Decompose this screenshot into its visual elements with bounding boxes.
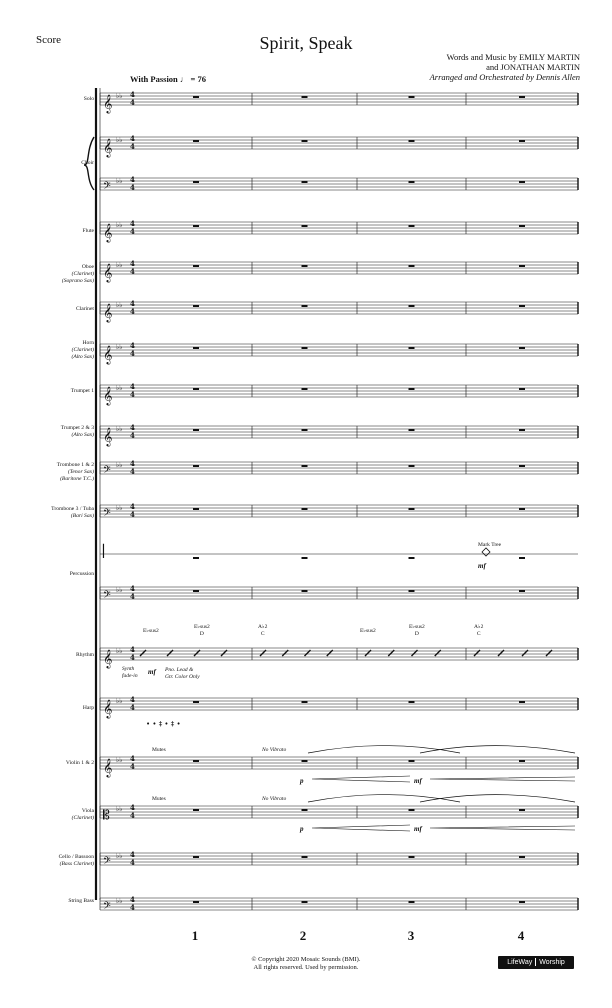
whole-rest xyxy=(519,809,525,811)
instrument-choir: Choir xyxy=(81,160,94,166)
whole-rest xyxy=(302,465,308,467)
clef-glyph: 𝄢 xyxy=(103,589,111,603)
whole-rest xyxy=(302,225,308,227)
whole-rest xyxy=(193,347,199,349)
dynamic-mf: mf xyxy=(478,562,486,570)
clef-glyph: 𝄞 xyxy=(103,345,113,364)
whole-rest xyxy=(302,181,308,183)
slur xyxy=(308,746,460,754)
measure-number: 2 xyxy=(299,928,307,943)
chord-symbol: E♭sus2 xyxy=(360,628,376,634)
whole-rest xyxy=(409,465,415,467)
key-signature: ♭♭ xyxy=(116,852,123,860)
logo-right-text: Worship xyxy=(539,959,565,966)
whole-rest xyxy=(193,140,199,142)
whole-rest xyxy=(519,557,525,559)
whole-rest xyxy=(193,429,199,431)
crescendo xyxy=(430,826,575,830)
key-signature: ♭♭ xyxy=(116,805,123,813)
instrument-trombone-1-2: Trombone 1 & 2 (Tenor Sax) (Baritone T.C.) xyxy=(56,462,94,482)
whole-rest xyxy=(193,225,199,227)
time-signature: 4 xyxy=(130,227,135,236)
whole-rest xyxy=(193,901,199,903)
score-label: Score xyxy=(36,34,62,46)
time-signature: 4 xyxy=(130,459,135,468)
clef-glyph: 𝄞 xyxy=(103,223,113,242)
time-signature: 4 xyxy=(130,349,135,358)
harp-marks: • • ‡ • ‡ • xyxy=(146,720,181,728)
whole-rest xyxy=(193,809,199,811)
time-signature: 4 xyxy=(130,382,135,391)
whole-rest xyxy=(409,388,415,390)
copyright-text: © Copyright 2020 Mosaic Sounds (BMI). xyxy=(251,956,361,963)
whole-rest xyxy=(409,901,415,903)
instrument-trumpet-1: Trumpet 1 xyxy=(70,388,94,394)
key-signature: ♭♭ xyxy=(116,461,123,469)
slur xyxy=(420,746,575,754)
whole-rest xyxy=(519,388,525,390)
clef-glyph: ▏ xyxy=(103,544,113,558)
whole-rest xyxy=(519,96,525,98)
clef-glyph: 𝄢 xyxy=(103,900,111,914)
logo-left-text: LifeWay xyxy=(507,959,533,966)
time-signature: 4 xyxy=(130,762,135,771)
instrument-rhythm: Rhythm xyxy=(75,652,94,658)
key-signature: ♭♭ xyxy=(116,343,123,351)
publisher-logo xyxy=(498,956,574,969)
time-signature: 4 xyxy=(130,390,135,399)
slur xyxy=(308,795,460,803)
clef-glyph: 𝄞 xyxy=(103,303,113,322)
time-signature: 4 xyxy=(130,90,135,99)
time-signature: 4 xyxy=(130,341,135,350)
whole-rest xyxy=(193,388,199,390)
time-signature: 4 xyxy=(130,267,135,276)
slur xyxy=(420,795,575,803)
time-signature: 4 xyxy=(130,307,135,316)
time-signature: 4 xyxy=(130,134,135,143)
whole-rest xyxy=(302,590,308,592)
crescendo xyxy=(312,825,410,831)
key-signature: ♭♭ xyxy=(116,504,123,512)
instrument-horn: Horn (Clarinet) (Alto Sax) xyxy=(71,340,94,360)
whole-rest xyxy=(409,305,415,307)
whole-rest xyxy=(519,508,525,510)
chord-symbol: A♭2 C xyxy=(258,624,268,637)
whole-rest xyxy=(193,305,199,307)
no-vibrato-label: No Vibrato xyxy=(262,796,287,802)
whole-rest xyxy=(519,265,525,267)
instrument-viola: Viola (Clarinet) xyxy=(71,808,94,821)
instrument-harp: Harp xyxy=(82,705,94,711)
measure-number: 4 xyxy=(517,928,525,943)
key-signature: ♭♭ xyxy=(116,221,123,229)
chord-symbol: E♭sus2 D xyxy=(194,624,210,637)
whole-rest xyxy=(302,429,308,431)
instrument-violin: Violin 1 & 2 xyxy=(65,760,94,766)
dynamic-mf: mf xyxy=(414,777,422,785)
whole-rest xyxy=(193,265,199,267)
instrument-solo: Solo xyxy=(83,96,94,102)
time-signature: 4 xyxy=(130,653,135,662)
mark-tree-label: Mark Tree xyxy=(478,542,502,548)
key-signature: ♭♭ xyxy=(116,92,123,100)
whole-rest xyxy=(302,760,308,762)
whole-rest xyxy=(409,225,415,227)
dynamic-mf: mf xyxy=(148,668,156,676)
clef-glyph: 𝄞 xyxy=(103,263,113,282)
whole-rest xyxy=(409,429,415,431)
whole-rest xyxy=(302,388,308,390)
page-title: Spirit, Speak xyxy=(259,33,353,53)
measure-number: 1 xyxy=(191,928,199,943)
whole-rest xyxy=(193,96,199,98)
whole-rest xyxy=(409,701,415,703)
whole-rest xyxy=(519,305,525,307)
whole-rest xyxy=(193,590,199,592)
whole-rest xyxy=(409,590,415,592)
crescendo xyxy=(430,777,575,781)
chord-symbol: E♭sus2 xyxy=(143,628,159,634)
instrument-string-bass: String Bass xyxy=(68,898,94,904)
whole-rest xyxy=(519,429,525,431)
whole-rest xyxy=(519,347,525,349)
whole-rest xyxy=(302,901,308,903)
time-signature: 4 xyxy=(130,754,135,763)
time-signature: 4 xyxy=(130,858,135,867)
time-signature: 4 xyxy=(130,903,135,912)
whole-rest xyxy=(519,901,525,903)
whole-rest xyxy=(302,347,308,349)
time-signature: 4 xyxy=(130,299,135,308)
time-signature: 4 xyxy=(130,584,135,593)
key-signature: ♭♭ xyxy=(116,261,123,269)
mark-tree-note xyxy=(482,548,490,556)
instrument-trombone-3-tuba: Trombone 3 / Tuba (Bari Sax) xyxy=(51,506,94,519)
clef-glyph: 𝄢 xyxy=(103,855,111,869)
dynamic-mf: mf xyxy=(414,825,422,833)
time-signature: 4 xyxy=(130,645,135,654)
time-signature: 4 xyxy=(130,502,135,511)
words-music-credit: Words and Music by EMILY MARTIN xyxy=(446,52,580,62)
key-signature: ♭♭ xyxy=(116,647,123,655)
whole-rest xyxy=(193,760,199,762)
clef-glyph: 𝄞 xyxy=(103,386,113,405)
clef-glyph: 𝄢 xyxy=(103,464,111,478)
clef-glyph: 𝄞 xyxy=(103,427,113,446)
time-signature: 4 xyxy=(130,592,135,601)
key-signature: ♭♭ xyxy=(116,177,123,185)
time-signature: 4 xyxy=(130,431,135,440)
time-signature: 4 xyxy=(130,850,135,859)
rhythm-note: Pno. Lead & Gtr. Color Only xyxy=(165,667,200,680)
dynamic-p: p xyxy=(300,777,304,785)
instrument-oboe: Oboe (Clarinet) (Soprano Sax) xyxy=(61,264,94,284)
whole-rest xyxy=(302,96,308,98)
whole-rest xyxy=(302,265,308,267)
instrument-cello: Cello / Bassoon (Bass Clarinet) xyxy=(58,854,94,867)
arranger-credit: Arranged and Orchestrated by Dennis Allen xyxy=(429,72,580,82)
whole-rest xyxy=(409,508,415,510)
whole-rest xyxy=(409,140,415,142)
clef-glyph: 𝄡 xyxy=(103,808,110,822)
whole-rest xyxy=(302,557,308,559)
time-signature: 4 xyxy=(130,142,135,151)
clef-glyph: 𝄢 xyxy=(103,507,111,521)
whole-rest xyxy=(302,140,308,142)
clef-glyph: 𝄢 xyxy=(103,180,111,194)
time-signature: 4 xyxy=(130,510,135,519)
key-signature: ♭♭ xyxy=(116,301,123,309)
crescendo xyxy=(312,776,410,782)
instrument-flute: Flute xyxy=(82,228,94,234)
whole-rest xyxy=(193,557,199,559)
whole-rest xyxy=(193,465,199,467)
dynamic-p: p xyxy=(300,825,304,833)
time-signature: 4 xyxy=(130,423,135,432)
key-signature: ♭♭ xyxy=(116,425,123,433)
whole-rest xyxy=(409,856,415,858)
whole-rest xyxy=(302,305,308,307)
whole-rest xyxy=(409,557,415,559)
whole-rest xyxy=(519,181,525,183)
whole-rest xyxy=(519,140,525,142)
whole-rest xyxy=(409,347,415,349)
instrument-clarinet: Clarinet xyxy=(75,306,94,312)
clef-glyph: 𝄞 xyxy=(103,138,113,157)
whole-rest xyxy=(409,96,415,98)
key-signature: ♭♭ xyxy=(116,756,123,764)
instrument-trumpet-2-3: Trumpet 2 & 3 (Alto Sax) xyxy=(60,425,94,438)
chord-symbol: E♭sus2 D xyxy=(409,624,425,637)
key-signature: ♭♭ xyxy=(116,586,123,594)
rights-text: All rights reserved. Used by permission. xyxy=(253,964,359,971)
time-signature: 4 xyxy=(130,703,135,712)
time-signature: 4 xyxy=(130,803,135,812)
key-signature: ♭♭ xyxy=(116,384,123,392)
clef-glyph: 𝄞 xyxy=(103,94,113,113)
clef-glyph: 𝄞 xyxy=(103,699,113,718)
whole-rest xyxy=(519,590,525,592)
whole-rest xyxy=(519,225,525,227)
whole-rest xyxy=(519,856,525,858)
time-signature: 4 xyxy=(130,183,135,192)
whole-rest xyxy=(409,809,415,811)
key-signature: ♭♭ xyxy=(116,136,123,144)
whole-rest xyxy=(519,760,525,762)
whole-rest xyxy=(302,809,308,811)
whole-rest xyxy=(193,181,199,183)
whole-rest xyxy=(193,508,199,510)
whole-rest xyxy=(519,701,525,703)
whole-rest xyxy=(519,465,525,467)
instrument-percussion: Percussion xyxy=(69,571,94,577)
whole-rest xyxy=(409,760,415,762)
whole-rest xyxy=(193,856,199,858)
synth-fade-in: Synth fade-in xyxy=(122,666,138,679)
clef-glyph: 𝄞 xyxy=(103,649,113,668)
time-signature: 4 xyxy=(130,175,135,184)
chord-symbol: A♭2 C xyxy=(474,624,484,637)
time-signature: 4 xyxy=(130,895,135,904)
whole-rest xyxy=(302,508,308,510)
whole-rest xyxy=(302,701,308,703)
time-signature: 4 xyxy=(130,259,135,268)
tempo-marking: With Passion ♩ = 76 xyxy=(130,74,207,84)
whole-rest xyxy=(302,856,308,858)
time-signature: 4 xyxy=(130,467,135,476)
mutes-label: Mutes xyxy=(152,747,166,753)
whole-rest xyxy=(409,265,415,267)
whole-rest xyxy=(193,701,199,703)
time-signature: 4 xyxy=(130,811,135,820)
key-signature: ♭♭ xyxy=(116,697,123,705)
whole-rest xyxy=(409,181,415,183)
no-vibrato-label: No Vibrato xyxy=(262,747,287,753)
measure-number: 3 xyxy=(407,928,415,943)
time-signature: 4 xyxy=(130,219,135,228)
clef-glyph: 𝄞 xyxy=(103,758,113,777)
second-composer-credit: and JONATHAN MARTIN xyxy=(486,62,580,72)
key-signature: ♭♭ xyxy=(116,897,123,905)
mutes-label: Mutes xyxy=(152,796,166,802)
time-signature: 4 xyxy=(130,98,135,107)
time-signature: 4 xyxy=(130,695,135,704)
